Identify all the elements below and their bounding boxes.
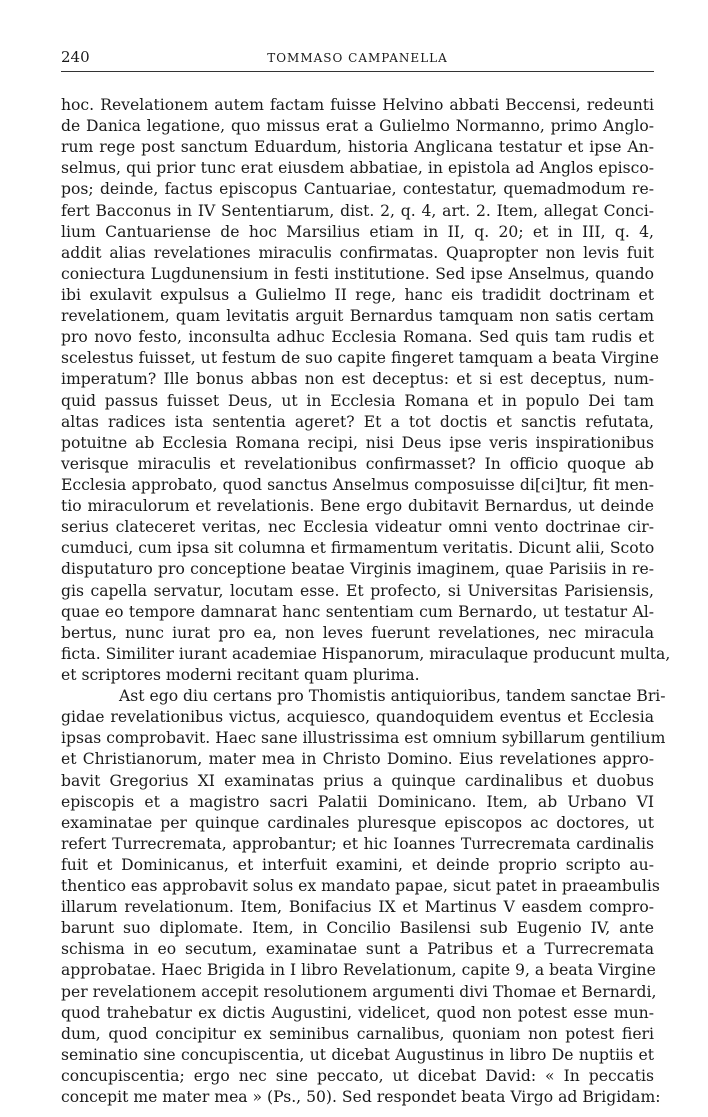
page-number: 240 bbox=[61, 48, 90, 66]
paragraph bbox=[61, 95, 671, 686]
text-line: rum rege post sanctum Eduardum, historia Anglicana testatur et ipse An- bbox=[61, 138, 654, 157]
text-line: verisque miraculis et revelationibus confirmasset? In officio quoque ab bbox=[61, 454, 654, 473]
text-line: imperatum? Ille bonus abbas non est deceptus: et si est deceptus, num- bbox=[61, 370, 654, 389]
text-line: gis capella servatur, locutam esse. Et profecto, si Universitas Parisiensis, bbox=[61, 581, 654, 600]
text-line: dum, quod concipitur ex seminibus carnalibus, quoniam non potest fieri bbox=[61, 1024, 654, 1043]
text-line: fert Bacconus in IV Sententiarum, dist. 2, q. 4, art. 2. Item, allegat Conci- bbox=[61, 201, 654, 220]
text-line: scelestus fuisset, ut festum de suo capite fingeret tamquam a beata Virgine bbox=[61, 349, 659, 368]
text-line: de Danica legatione, quo missus erat a Gulielmo Normanno, primo Anglo- bbox=[61, 117, 654, 136]
text-line: refert Turrecremata, approbantur; et hic Ioannes Turrecremata cardinalis bbox=[61, 834, 654, 853]
text-line: revelationem, quam levitatis arguit Bernardus tamquam non satis certam bbox=[61, 307, 654, 326]
text-line: illarum revelationum. Item, Bonifacius IX et Martinus V easdem compro- bbox=[61, 898, 654, 917]
text-line: concepit me mater mea » (Ps., 50). Sed respondet beata Virgo ad Brigidam: bbox=[61, 1088, 661, 1107]
text-line: potuitne ab Ecclesia Romana recipi, nisi Deus ipse veris inspirationibus bbox=[61, 433, 654, 452]
text-line: pro novo festo, inconsulta adhuc Ecclesia Romana. Sed quis tam rudis et bbox=[61, 328, 654, 347]
body-text bbox=[61, 95, 671, 1108]
paragraph bbox=[61, 686, 666, 1108]
text-line: serius clateceret veritas, nec Ecclesia videatur omni vento doctrinae cir- bbox=[61, 518, 654, 537]
text-line: Ecclesia approbato, quod sanctus Anselmus composuisse di[ci]tur, fit men- bbox=[61, 475, 654, 494]
text-line: concupiscentia; ergo nec sine peccato, ut dicebat David: « In peccatis bbox=[61, 1067, 654, 1086]
text-line: quod trahebatur ex dictis Augustini, videlicet, quod non potest esse mun- bbox=[61, 1003, 654, 1022]
text-line: ibi exulavit expulsus a Gulielmo II rege, hanc eis tradidit doctrinam et bbox=[61, 285, 654, 304]
text-line: Ast ego diu certans pro Thomistis antiquioribus, tandem sanctae Bri- bbox=[119, 687, 666, 706]
text-line: tio miraculorum et revelationis. Bene ergo dubitavit Bernardus, ut deinde bbox=[61, 497, 654, 516]
text-line: et scriptores moderni recitant quam plurima. bbox=[61, 665, 420, 684]
text-line: thentico eas approbavit solus ex mandato papae, sicut patet in praeambulis bbox=[61, 877, 660, 896]
page-header bbox=[61, 47, 654, 72]
text-line: ficta. Similiter iurant academiae Hispanorum, miraculaque producunt multa, bbox=[61, 644, 671, 663]
text-line: episcopis et a magistro sacri Palatii Dominicano. Item, ab Urbano VI bbox=[61, 792, 654, 811]
text-line: quid passus fuisset Deus, ut in Ecclesia Romana et in populo Dei tam bbox=[61, 391, 654, 410]
text-line: lium Cantuariense de hoc Marsilius etiam in II, q. 20; et in III, q. 4, bbox=[61, 222, 654, 241]
text-line: fuit et Dominicanus, et interfuit examini, et deinde proprio scripto au- bbox=[61, 855, 654, 874]
text-line: approbatae. Haec Brigida in I libro Revelationum, capite 9, a beata Virgine bbox=[61, 961, 656, 980]
text-line: pos; deinde, factus episcopus Cantuariae, contestatur, quemadmodum re- bbox=[61, 180, 654, 199]
text-line: gidae revelationibus victus, acquiesco, quandoquidem eventus et Ecclesia bbox=[61, 708, 654, 727]
text-line: hoc. Revelationem autem factam fuisse Helvino abbati Beccensi, redeunti bbox=[61, 96, 654, 114]
text-line: coniectura Lugdunensium in festi institutione. Sed ipse Anselmus, quando bbox=[61, 264, 654, 283]
text-line: barunt suo diplomate. Item, in Concilio Basilensi sub Eugenio IV, ante bbox=[61, 919, 654, 938]
text-line: bertus, nunc iurat pro ea, non leves fuerunt revelationes, nec miracula bbox=[61, 623, 654, 642]
text-line: schisma in eo secutum, examinatae sunt a Patribus et a Turrecremata bbox=[61, 940, 654, 959]
running-head: TOMMASO CAMPANELLA bbox=[267, 51, 448, 65]
text-line: et Christianorum, mater mea in Christo Domino. Eius revelationes appro- bbox=[61, 750, 654, 769]
text-line: addit alias revelationes miraculis confirmatas. Quapropter non levis fuit bbox=[61, 243, 654, 262]
text-line: ipsas comprobavit. Haec sane illustrissima est omnium sybillarum gentilium bbox=[61, 729, 666, 748]
text-line: seminatio sine concupiscentia, ut dicebat Augustinus in libro De nuptiis et bbox=[61, 1045, 654, 1064]
text-line: per revelationem accepit resolutionem argumenti divi Thomae et Bernardi, bbox=[61, 982, 657, 1001]
text-line: altas radices ista sententia ageret? Et a tot doctis et sanctis refutata, bbox=[61, 412, 654, 431]
text-line: selmus, qui prior tunc erat eiusdem abbatiae, in epistola ad Anglos episco- bbox=[61, 159, 654, 178]
text-line: disputaturo pro conceptione beatae Virginis imaginem, quae Parisiis in re- bbox=[61, 560, 654, 579]
text-line: bavit Gregorius XI examinatas prius a quinque cardinalibus et duobus bbox=[61, 771, 654, 790]
text-line: cumduci, cum ipsa sit columna et firmamentum veritatis. Dicunt alii, Scoto bbox=[61, 539, 655, 558]
text-line: quae eo tempore damnarat hanc sententiam cum Bernardo, ut testatur Al- bbox=[61, 602, 654, 621]
text-line: examinatae per quinque cardinales pluresque episcopos ac doctores, ut bbox=[61, 813, 654, 832]
